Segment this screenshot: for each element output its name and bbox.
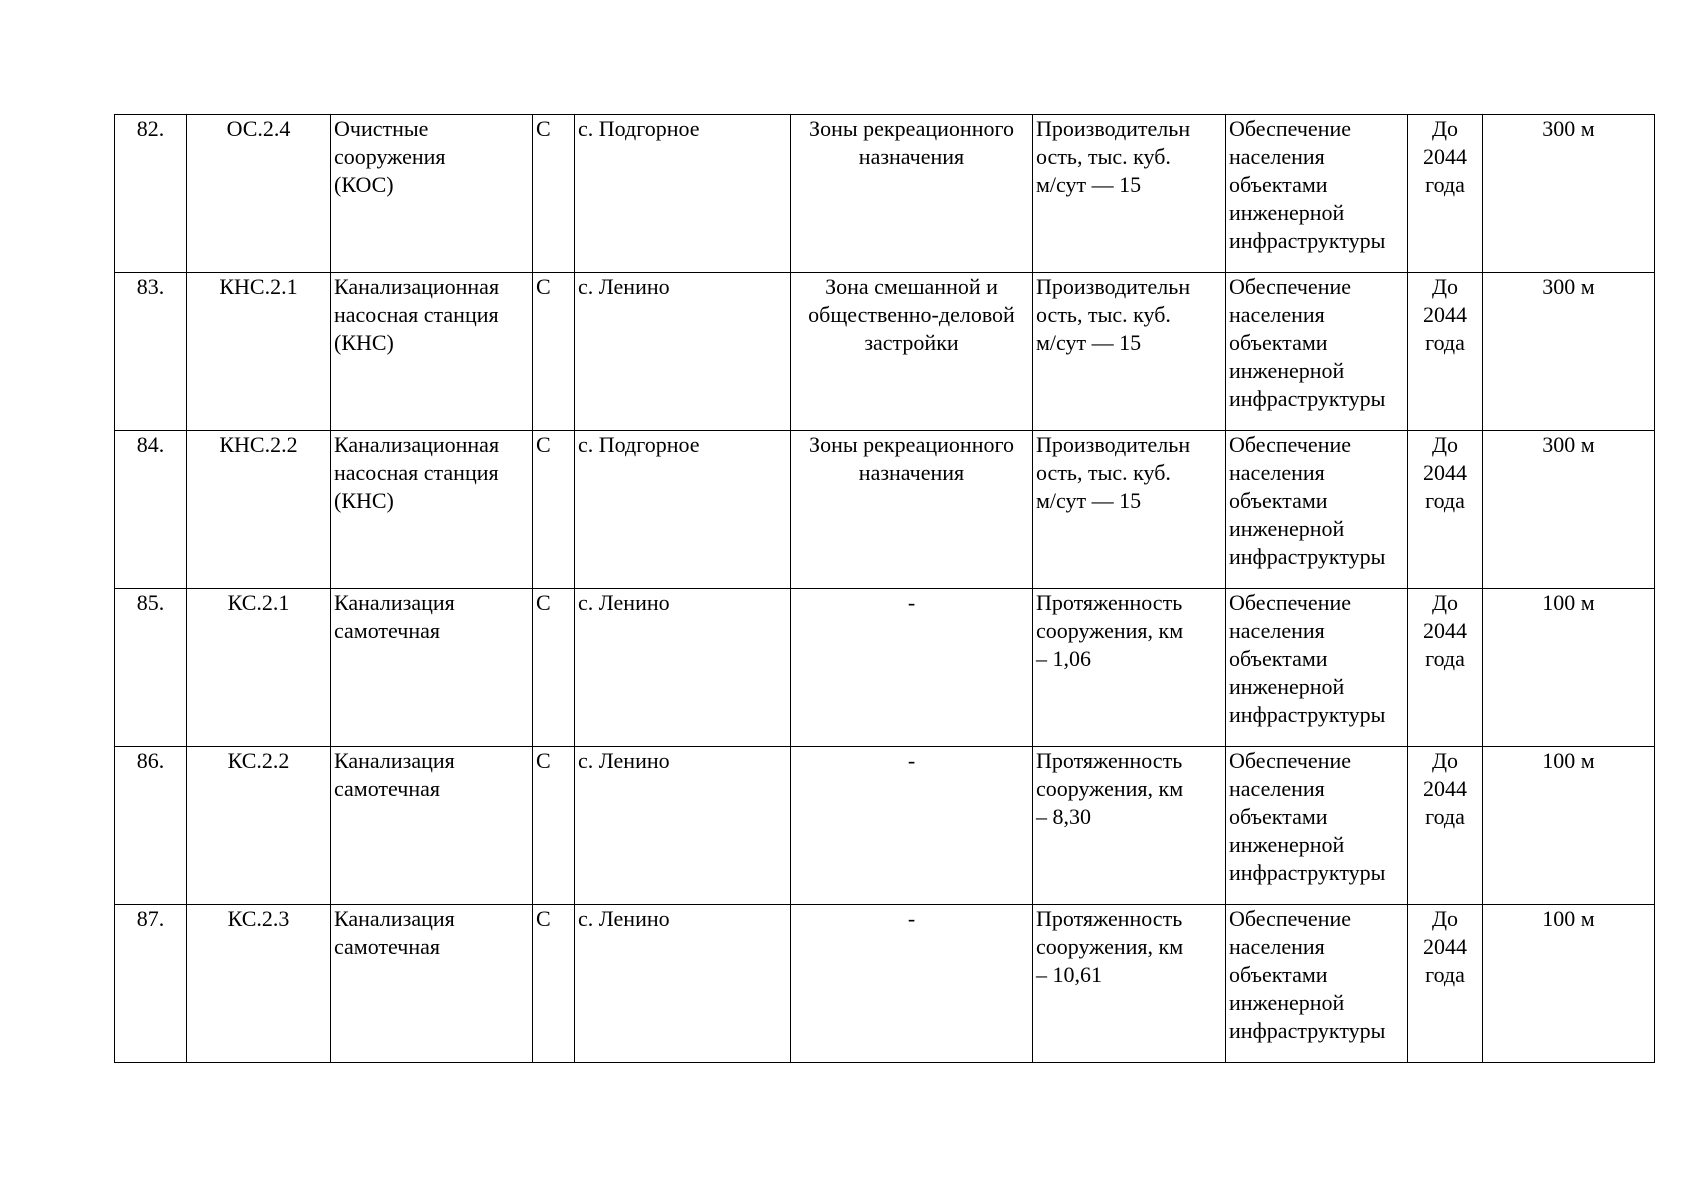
object-code-cell [187,115,331,273]
cell-text-line: инфраструктуры [1229,386,1386,411]
functional-zone-cell [791,273,1033,431]
cell-text: с. Ленино [578,590,670,615]
cell-text-line: инженерной [1229,674,1345,699]
cell-text-line: - [907,906,916,931]
table-row [115,905,1655,1063]
objects-table [114,114,1655,1063]
cell-text-line: Обеспечение [1229,116,1351,141]
functional-zone-cell [791,589,1033,747]
purpose-cell [1226,589,1408,747]
cell-text-line: насосная станция [334,302,499,327]
location-cell [575,431,791,589]
cell-text-line: - [907,590,916,615]
term-cell [1408,273,1483,431]
cell-text-line: года [1425,330,1465,355]
cell-text-line: назначения [858,460,965,485]
object-name-cell [331,589,533,747]
characteristic-cell [1033,589,1226,747]
cell-text-line: До [1431,748,1458,773]
cell-text-line: населения [1229,460,1325,485]
cell-text-line: инженерной [1229,358,1345,383]
purpose-cell [1226,115,1408,273]
cell-text-line: Протяженность [1036,906,1183,931]
object-name-cell [331,273,533,431]
cell-text-line: м/сут — 15 [1036,488,1142,513]
cell-text-line: насосная станция [334,460,499,485]
cell-text-line: 2044 [1423,460,1467,485]
cell-text-line: Очистные [334,116,429,141]
cell-text: 100 м [1542,748,1595,773]
cell-text-line: объектами [1229,488,1328,513]
cell-text-line: инженерной [1229,200,1345,225]
cell-text-line: Канализационная [334,274,500,299]
cell-text-line: Обеспечение [1229,906,1351,931]
cell-text-line: объектами [1229,804,1328,829]
cell-text-line: инженерной [1229,832,1345,857]
term-cell [1408,431,1483,589]
functional-zone-cell [791,115,1033,273]
protection-zone-cell [1483,589,1655,747]
cell-text-line: Производительн [1036,432,1191,457]
cell-text-line: 2044 [1423,144,1467,169]
row-number-cell [115,905,187,1063]
cell-text-line: инфраструктуры [1229,860,1386,885]
cell-text: с. Ленино [578,748,670,773]
cell-text-line: населения [1229,776,1325,801]
cell-text-line: ость, тыс. куб. [1036,144,1171,169]
cell-text-line: объектами [1229,330,1328,355]
cell-text: 85. [136,590,165,615]
cell-text-line: самотечная [334,934,440,959]
cell-text: КС.2.1 [227,590,290,615]
row-number-cell [115,431,187,589]
status-cell [533,273,575,431]
characteristic-cell [1033,115,1226,273]
cell-text-line: сооружения, км [1036,618,1184,643]
cell-text-line: объектами [1229,646,1328,671]
cell-text-line: – 1,06 [1036,646,1091,671]
location-cell [575,273,791,431]
cell-text: с. Ленино [578,906,670,931]
status-cell [533,115,575,273]
cell-text: 300 м [1542,432,1595,457]
cell-text: 300 м [1542,274,1595,299]
cell-text-line: 2044 [1423,618,1467,643]
cell-text-line: Зоны рекреационного [809,432,1014,457]
cell-text-line: Обеспечение [1229,590,1351,615]
cell-text-line: Производительн [1036,116,1191,141]
cell-text: КНС.2.1 [219,274,298,299]
functional-zone-cell [791,747,1033,905]
cell-text-line: (КНС) [334,330,394,355]
purpose-cell [1226,273,1408,431]
cell-text: 100 м [1542,906,1595,931]
cell-text-line: Производительн [1036,274,1191,299]
cell-text-line: сооружения, км [1036,776,1184,801]
location-cell [575,905,791,1063]
cell-text-line: объектами [1229,962,1328,987]
cell-text-line: Канализационная [334,432,500,457]
status-cell [533,905,575,1063]
cell-text: С [536,274,551,299]
object-name-cell [331,115,533,273]
cell-text-line: - [907,748,916,773]
cell-text: С [536,590,551,615]
cell-text-line: До [1431,116,1458,141]
object-code-cell [187,431,331,589]
cell-text-line: 2044 [1423,302,1467,327]
cell-text-line: 2044 [1423,934,1467,959]
cell-text: С [536,432,551,457]
cell-text-line: Обеспечение [1229,432,1351,457]
table-row [115,273,1655,431]
cell-text: 87. [136,906,165,931]
cell-text-line: ость, тыс. куб. [1036,460,1171,485]
cell-text: 100 м [1542,590,1595,615]
cell-text-line: самотечная [334,618,440,643]
status-cell [533,431,575,589]
cell-text: 82. [136,116,165,141]
cell-text-line: Канализация [334,748,455,773]
cell-text: с. Подгорное [578,432,700,457]
cell-text-line: (КНС) [334,488,394,513]
location-cell [575,747,791,905]
cell-text: С [536,748,551,773]
cell-text-line: м/сут — 15 [1036,172,1142,197]
cell-text-line: До [1431,590,1458,615]
object-name-cell [331,431,533,589]
characteristic-cell [1033,431,1226,589]
object-name-cell [331,747,533,905]
cell-text-line: населения [1229,618,1325,643]
cell-text-line: сооружения, км [1036,934,1184,959]
cell-text-line: инфраструктуры [1229,1018,1386,1043]
cell-text: ОС.2.4 [226,116,291,141]
cell-text: КС.2.2 [227,748,290,773]
characteristic-cell [1033,273,1226,431]
cell-text-line: инфраструктуры [1229,702,1386,727]
protection-zone-cell [1483,273,1655,431]
cell-text: с. Подгорное [578,116,700,141]
cell-text-line: инфраструктуры [1229,544,1386,569]
cell-text-line: общественно-деловой [808,302,1015,327]
term-cell [1408,747,1483,905]
object-code-cell [187,905,331,1063]
object-code-cell [187,747,331,905]
cell-text-line: назначения [858,144,965,169]
row-number-cell [115,747,187,905]
cell-text: КС.2.3 [227,906,290,931]
cell-text: 86. [136,748,165,773]
object-code-cell [187,589,331,747]
status-cell [533,747,575,905]
functional-zone-cell [791,431,1033,589]
cell-text-line: инфраструктуры [1229,228,1386,253]
protection-zone-cell [1483,905,1655,1063]
table-row [115,115,1655,273]
term-cell [1408,905,1483,1063]
row-number-cell [115,589,187,747]
cell-text-line: Зона смешанной и [825,274,998,299]
cell-text-line: До [1431,906,1458,931]
characteristic-cell [1033,747,1226,905]
cell-text-line: Обеспечение [1229,274,1351,299]
cell-text-line: года [1425,962,1465,987]
object-code-cell [187,273,331,431]
protection-zone-cell [1483,747,1655,905]
cell-text-line: Протяженность [1036,748,1183,773]
cell-text-line: 2044 [1423,776,1467,801]
purpose-cell [1226,431,1408,589]
term-cell [1408,589,1483,747]
cell-text-line: До [1431,274,1458,299]
row-number-cell [115,273,187,431]
cell-text-line: ость, тыс. куб. [1036,302,1171,327]
table-row [115,747,1655,905]
cell-text-line: Обеспечение [1229,748,1351,773]
cell-text-line: До [1431,432,1458,457]
cell-text: С [536,906,551,931]
row-number-cell [115,115,187,273]
cell-text-line: (КОС) [334,172,394,197]
cell-text-line: инженерной [1229,990,1345,1015]
cell-text: КНС.2.2 [219,432,298,457]
characteristic-cell [1033,905,1226,1063]
cell-text: с. Ленино [578,274,670,299]
cell-text-line: застройки [864,330,959,355]
cell-text: С [536,116,551,141]
cell-text-line: года [1425,488,1465,513]
cell-text-line: самотечная [334,776,440,801]
location-cell [575,589,791,747]
protection-zone-cell [1483,431,1655,589]
cell-text-line: Протяженность [1036,590,1183,615]
table-row [115,431,1655,589]
cell-text-line: Зоны рекреационного [809,116,1014,141]
cell-text-line: м/сут — 15 [1036,330,1142,355]
term-cell [1408,115,1483,273]
cell-text-line: инженерной [1229,516,1345,541]
purpose-cell [1226,747,1408,905]
cell-text-line: года [1425,172,1465,197]
cell-text-line: года [1425,804,1465,829]
cell-text-line: – 10,61 [1036,962,1102,987]
purpose-cell [1226,905,1408,1063]
cell-text-line: объектами [1229,172,1328,197]
table-row [115,589,1655,747]
status-cell [533,589,575,747]
protection-zone-cell [1483,115,1655,273]
cell-text-line: сооружения [334,144,446,169]
cell-text: 300 м [1542,116,1595,141]
cell-text-line: – 8,30 [1036,804,1091,829]
cell-text: 84. [136,432,165,457]
object-name-cell [331,905,533,1063]
cell-text-line: населения [1229,302,1325,327]
cell-text-line: населения [1229,934,1325,959]
functional-zone-cell [791,905,1033,1063]
cell-text-line: Канализация [334,590,455,615]
cell-text-line: Канализация [334,906,455,931]
cell-text: 83. [136,274,165,299]
cell-text-line: населения [1229,144,1325,169]
cell-text-line: года [1425,646,1465,671]
location-cell [575,115,791,273]
